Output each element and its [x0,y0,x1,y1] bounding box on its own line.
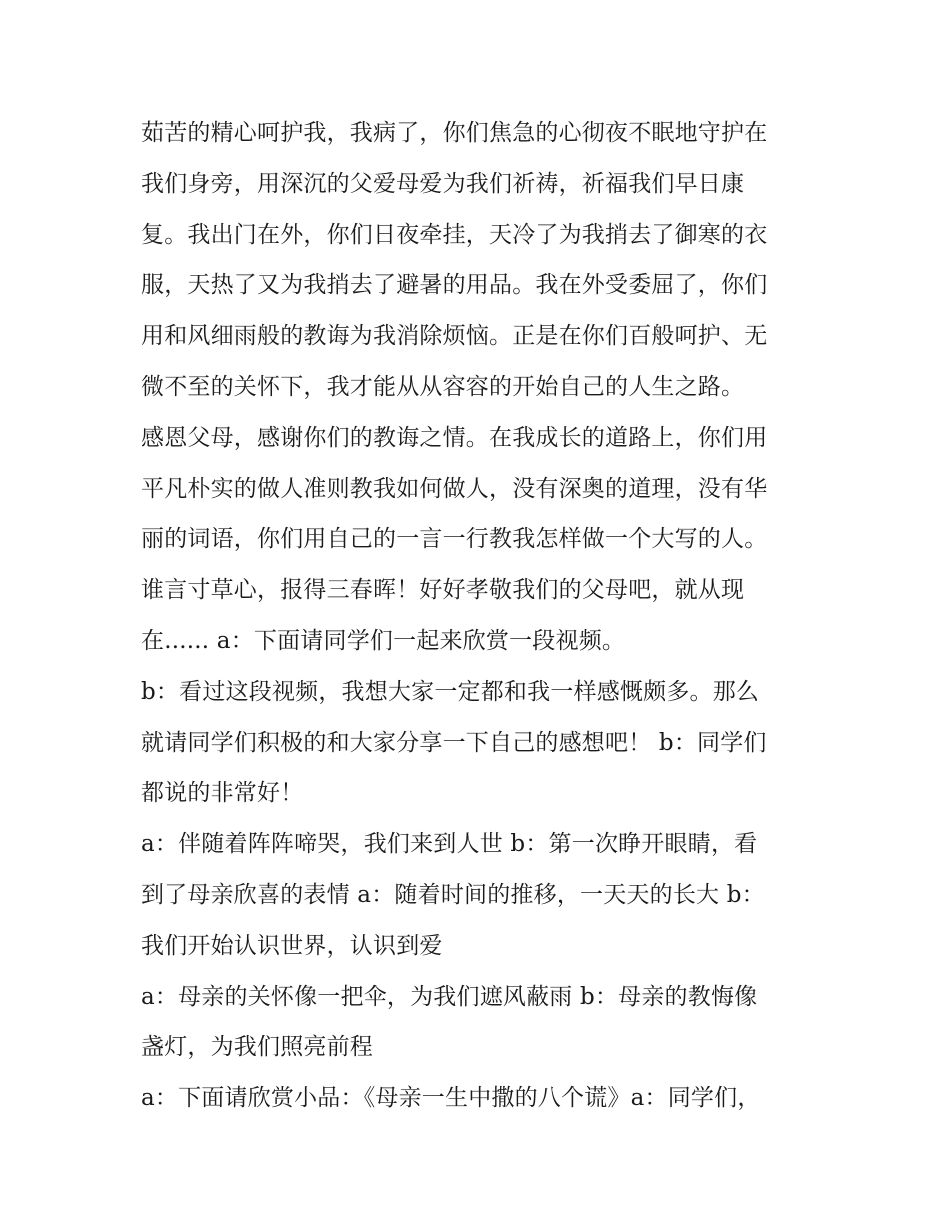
text-line: 在...... a：下面请同学们一起来欣赏一段视频。 [141,627,626,654]
text-line: 到了母亲欣喜的表情 a：随着时间的推移，一天天的长大 b： [141,881,765,908]
document-body [141,108,821,1124]
text-line: 微不至的关怀下，我才能从从容容的开始自己的人生之路。 [141,373,745,400]
text-line: b：看过这段视频，我想大家一定都和我一样感慨颇多。那么 [141,678,760,705]
text-line: 我们身旁，用深沉的父爱母爱为我们祈祷，祈福我们早日康 [141,170,745,197]
text-line: 服，天热了又为我捎去了避暑的用品。我在外受委屈了，你们 [141,272,768,299]
text-line: 谁言寸草心，报得三春晖！好好孝敬我们的父母吧，就从现 [141,577,745,604]
text-line: 复。我出门在外，你们日夜牵挂，天冷了为我捎去了御寒的衣 [141,221,768,248]
text-line: a：母亲的关怀像一把伞，为我们遮风蔽雨 b：母亲的教悔像 [141,983,758,1010]
text-line: a：伴随着阵阵啼哭，我们来到人世 b：第一次睁开眼睛，看 [141,831,758,858]
text-line: 都说的非常好！ [141,780,304,807]
text-line: 感恩父母，感谢你们的教诲之情。在我成长的道路上，你们用 [141,424,768,451]
text-line: 用和风细雨般的教诲为我消除烦恼。正是在你们百般呵护、无 [141,323,768,350]
text-line: 盏灯，为我们照亮前程 [141,1034,373,1061]
text-line: 我们开始认识世界，认识到爱 [141,932,443,959]
text-line: 就请同学们积极的和大家分享一下自己的感想吧！ b：同学们 [141,729,767,756]
text-line: 平凡朴实的做人准则教我如何做人，没有深奥的道理，没有华 [141,475,768,502]
text-line: 丽的词语，你们用自己的一言一行教我怎样做一个大写的人。 [141,526,768,553]
text-line: 茹苦的精心呵护我，我病了，你们焦急的心彻夜不眠地守护在 [141,120,768,146]
text-line: a：下面请欣赏小品：《母亲一生中撒的八个谎》a：同学们， [141,1085,761,1112]
